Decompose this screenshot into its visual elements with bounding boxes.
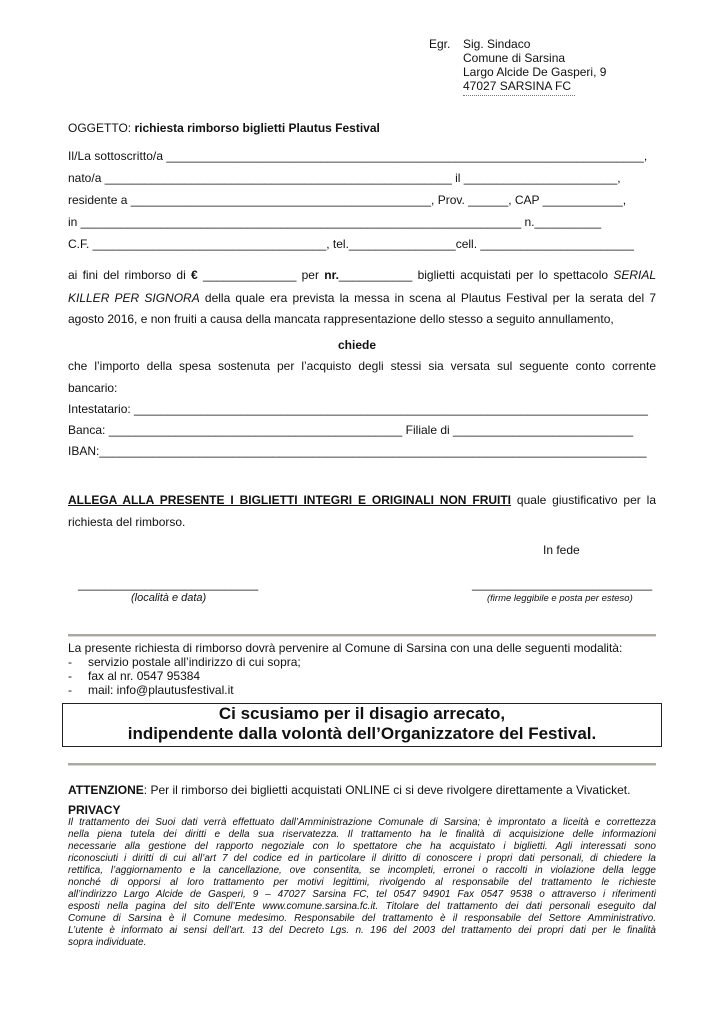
attach-notice: ALLEGA ALLA PRESENTE I BIGLIETTI INTEGRI E ORIGINALI NON FRUITI bbox=[68, 493, 512, 507]
privacy-line: sopra individuate. bbox=[68, 937, 147, 948]
request-line-1: che l’importo della spesa sostenuta per l’acquisto degli stessi sia versata sul seguente conto corrente bbox=[68, 359, 656, 373]
closing: In fede bbox=[543, 543, 580, 557]
recipient-name: Sig. Sindaco bbox=[463, 37, 531, 51]
form-line-birth[interactable]: nato/a ____________________________________________________ il _______________________, bbox=[68, 171, 621, 185]
signature-field[interactable]: ___________________________ bbox=[472, 577, 653, 591]
bank-name-field[interactable]: Banca: ____________________________________________ Filiale di ___________________________ bbox=[68, 423, 634, 437]
recipient-city: 47027 SARSINA FC bbox=[463, 79, 572, 93]
request-line-2: bancario: bbox=[68, 381, 118, 395]
subject-text: richiesta rimborso biglietti Plautus Festival bbox=[134, 121, 380, 135]
apology-line-1: Ci scusiamo per il disagio arrecato, bbox=[218, 704, 506, 723]
form-line-name[interactable]: Il/La sottoscritto/a _______________________________________________________________________, bbox=[68, 149, 648, 163]
privacy-line: all’indirizzo Largo Alcide de Gasperi, 9 – 47027 Sarsina FC, tel 0547 94901 Fax 0547 9538 o attraverso i riferimenti bbox=[68, 889, 656, 900]
privacy-line: nonché di opporsi al loro trattamento per motivi legittimi, rivolgendo al responsabile del trattamento le richieste bbox=[68, 877, 656, 888]
privacy-text bbox=[68, 817, 656, 949]
show-title-part-1: SERIAL bbox=[613, 268, 656, 282]
purpose-text-b: della quale era prevista la messa in scena al Plautus Festival per la serata del 7 bbox=[199, 291, 656, 305]
form-line-residence[interactable]: residente a _____________________________________________, Prov. ______, CAP ____________, bbox=[68, 193, 627, 207]
recipient-office: Comune di Sarsina bbox=[463, 51, 566, 65]
form-line-address[interactable]: in __________________________________________________________________ n.__________ bbox=[68, 215, 602, 229]
privacy-line: esposti nella pagina del sito dell’Ente www.comune.sarsina.fc.it. Titolare del trattamento dei dati personali eseguito dal bbox=[68, 901, 656, 912]
euro-symbol: € bbox=[191, 268, 198, 282]
show-title-part-2: KILLER PER SIGNORA bbox=[68, 291, 200, 305]
purpose-tickets-field[interactable]: ___________ biglietti acquistati per lo spettacolo bbox=[338, 268, 614, 282]
form-line-fiscal-code[interactable]: C.F. ___________________________________, tel.________________cell. _______________________ bbox=[68, 237, 634, 251]
submission-item-mail: - mail: info@plautusfestival.it bbox=[68, 683, 234, 697]
subject-label: OGGETTO: bbox=[68, 121, 132, 135]
divider-bottom bbox=[68, 763, 656, 766]
divider-top bbox=[68, 634, 656, 637]
place-date-field[interactable]: ___________________________ bbox=[78, 577, 259, 591]
attention-label: ATTENZIONE bbox=[68, 783, 144, 797]
bank-holder-field[interactable]: Intestatario: _____________________________________________________________________________ bbox=[68, 402, 648, 416]
apology-box bbox=[62, 703, 662, 747]
privacy-line: riconosciuti i diritti di cui all’art 7 del codice ed in particolare il diritto di conoscere i propri dati personali, di chiedere la bbox=[68, 853, 656, 864]
attach-line-1 bbox=[68, 493, 656, 507]
apology-line-2: indipendente dalla volontà dell’Organizzatore del Festival. bbox=[127, 724, 597, 743]
privacy-line: nella piena tutela dei diritti e della sua riservatezza. Il trattamento ha le finalità di acquisizione delle informazioni bbox=[68, 829, 656, 840]
signature-caption: (firme leggibile e posta per esteso) bbox=[487, 593, 633, 604]
submission-item-postal: - servizio postale all’indirizzo di cui sopra; bbox=[68, 655, 301, 669]
recipient-street: Largo Alcide De Gasperi, 9 bbox=[463, 65, 607, 79]
purpose-amount-field[interactable]: ______________ per bbox=[197, 268, 325, 282]
privacy-line: L’utente è informato ai sensi dell’art. 13 del Decreto Lgs. n. 196 del 2003 del trattamento dei propri dati per le finalità bbox=[68, 925, 656, 936]
purpose-nr-label: nr. bbox=[324, 268, 339, 282]
attach-rest: quale giustificativo per la bbox=[511, 493, 657, 507]
iban-field[interactable]: IBAN:__________________________________________________________________________________ bbox=[68, 444, 647, 458]
purpose-text-a: ai fini del rimborso di bbox=[68, 268, 191, 282]
purpose-line-2 bbox=[68, 290, 656, 306]
privacy-line: Il trattamento dei Suoi dati verrà effettuato dall’Amministrazione Comunale di Sarsina; è improntato a liceità e correttezza bbox=[68, 817, 656, 828]
privacy-heading: PRIVACY bbox=[68, 803, 121, 817]
recipient-prefix: Egr. bbox=[429, 37, 451, 51]
submission-item-fax: - fax al nr. 0547 95384 bbox=[68, 669, 201, 683]
privacy-line: necessarie alla gestione del rapporto negoziale con lo spettatore che ha acquistato i biglietti. Agli interessati sono bbox=[68, 841, 656, 852]
purpose-line-3: agosto 2016, e non fruiti a causa della mancata rappresentazione dello stesso a seguito annullamento, bbox=[68, 312, 614, 326]
submission-item-label: mail: info@plautusfestival.it bbox=[88, 683, 234, 697]
purpose-line-1 bbox=[68, 267, 656, 283]
privacy-line: Comune di Sarsina è il Comune medesimo. Responsabile del trattamento è il responsabile del Settore Amministrativo. bbox=[68, 913, 656, 924]
attention-line bbox=[68, 783, 630, 797]
place-date-caption: (località e data) bbox=[131, 592, 207, 604]
request-heading: chiede bbox=[338, 338, 377, 352]
submission-intro: La presente richiesta di rimborso dovrà pervenire al Comune di Sarsina con una delle seguenti modalità: bbox=[68, 641, 623, 655]
subject-line bbox=[68, 121, 380, 135]
submission-item-label: fax al nr. 0547 95384 bbox=[88, 669, 201, 683]
privacy-line: rettifica, l’aggiornamento e la cancellazione, ove consentita, se incompleti, erronei o raccolti in violazione della legge bbox=[68, 865, 656, 876]
recipient-divider bbox=[463, 95, 575, 96]
attach-line-2: richiesta del rimborso. bbox=[68, 515, 186, 529]
submission-item-label: servizio postale all’indirizzo di cui sopra; bbox=[88, 655, 301, 669]
attention-text: : Per il rimborso dei biglietti acquistati ONLINE ci si deve rivolgere direttamente a Vivaticket. bbox=[143, 783, 631, 797]
